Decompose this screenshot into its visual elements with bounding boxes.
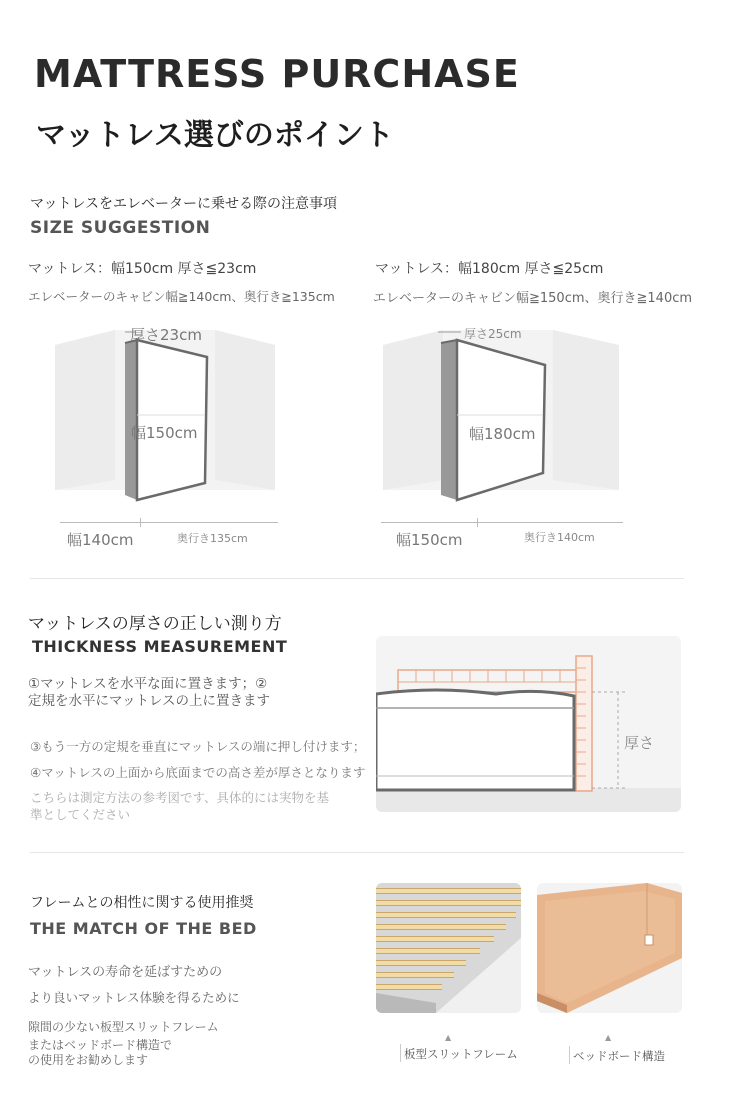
- thickness-section-heading-en: THICKNESS MEASUREMENT: [32, 637, 288, 656]
- measurement-note: こちらは測定方法の参考図です、具体的には実物を基準としてください: [30, 790, 330, 822]
- section-divider: [30, 578, 684, 579]
- slatted-frame-image: [376, 883, 521, 1013]
- bed-section-heading-en: THE MATCH OF THE BED: [30, 919, 257, 938]
- caret-up-icon: ▲: [605, 1033, 612, 1042]
- right-dimension-tick: [477, 518, 478, 527]
- left-cabin-requirement: エレベーターのキャビン幅≧140cm、奥行き≧135cm: [28, 289, 335, 304]
- left-cabin-width-label: 幅140cm: [67, 531, 134, 549]
- measurement-step-4: ④マットレスの上面から底面までの高さ差が厚さとなります: [30, 765, 366, 780]
- left-thickness-label: 厚さ23cm: [130, 326, 202, 344]
- measurement-step-3: ③もう一方の定規を垂直にマットレスの端に押し付けます；: [30, 739, 366, 754]
- right-cabin-width-label: 幅150cm: [396, 531, 463, 549]
- bed-section-heading-jp: フレームとの相性に関する使用推奨: [30, 895, 254, 911]
- left-dimension-tick: [140, 518, 141, 527]
- bed-text-line-2: より良いマットレス体験を得るために: [28, 990, 240, 1005]
- bed-text-line-3: 隙間の少ない板型スリットフレーム: [28, 1020, 219, 1034]
- page-title-en: MATTRESS PURCHASE: [34, 52, 520, 96]
- left-dimension-line: [60, 522, 278, 523]
- page-title-jp: マットレス選びのポイント: [36, 118, 394, 153]
- right-thickness-label: 厚さ25cm: [464, 327, 522, 341]
- section-divider-2: [30, 852, 684, 853]
- left-elevator-diagram: [55, 315, 285, 515]
- caret-up-icon: ▲: [445, 1033, 452, 1042]
- right-width-label: 幅180cm: [469, 425, 536, 443]
- right-mattress-spec: マットレス：幅180cm 厚さ≦25cm: [375, 261, 604, 277]
- left-cabin-depth-label: 奥行き135cm: [177, 532, 248, 545]
- bed-board-image: [537, 883, 682, 1013]
- right-cabin-depth-label: 奥行き140cm: [524, 531, 595, 544]
- caption-divider-left: [400, 1044, 401, 1062]
- size-section-heading-jp: マットレスをエレベーターに乗せる際の注意事項: [30, 196, 338, 212]
- measurement-step-1-2: ①マットレスを水平な面に置きます；②定規を水平にマットレスの上に置きます: [28, 676, 271, 709]
- left-mattress-spec: マットレス：幅150cm 厚さ≦23cm: [28, 261, 257, 277]
- figure-thickness-label: 厚さ: [624, 734, 655, 752]
- slatted-frame-caption: 板型スリットフレーム: [404, 1047, 518, 1061]
- right-dimension-line: [381, 522, 623, 523]
- caption-divider-right: [569, 1046, 570, 1064]
- measurement-figure: [376, 636, 681, 812]
- bed-board-caption: ベッドボード構造: [573, 1049, 665, 1063]
- left-width-label: 幅150cm: [131, 424, 198, 442]
- right-cabin-requirement: エレベーターのキャビン幅≧150cm、奥行き≧140cm: [373, 291, 693, 306]
- size-section-heading-en: SIZE SUGGESTION: [30, 218, 211, 238]
- bed-text-line-4: またはベッドボード構造での使用をお勧めします: [28, 1038, 173, 1067]
- right-elevator-diagram: [383, 315, 623, 515]
- bed-text-line-1: マットレスの寿命を延ばすための: [28, 965, 223, 980]
- thickness-section-heading-jp: マットレスの厚さの正しい測り方: [28, 614, 282, 634]
